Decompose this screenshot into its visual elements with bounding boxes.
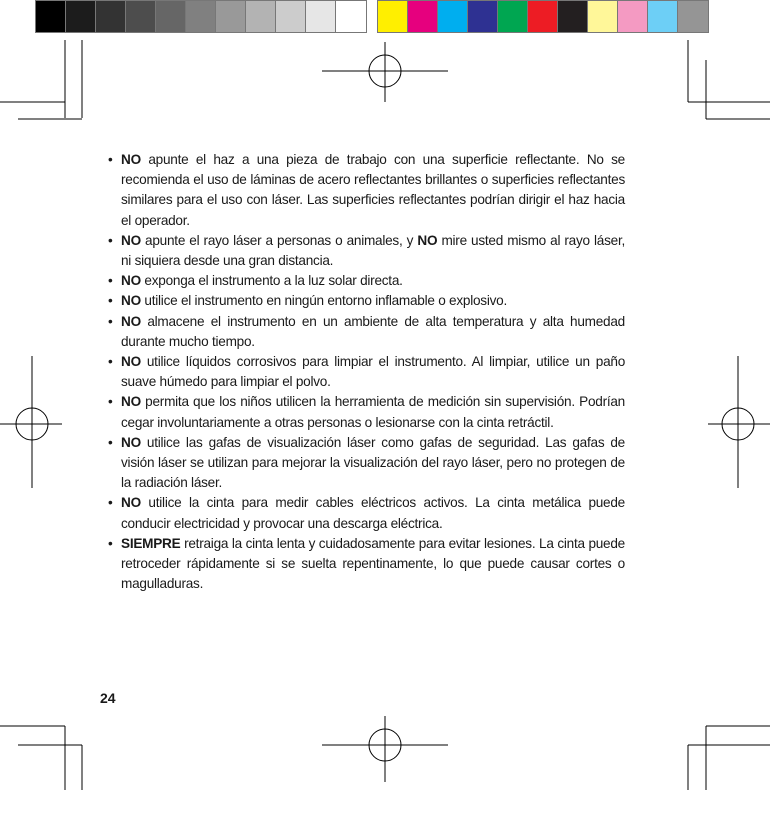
warning-keyword: NO — [417, 232, 438, 248]
warning-text: mire usted mismo al rayo láser, ni siquiera desde una gran distancia. — [121, 232, 625, 269]
warning-keyword: NO — [121, 152, 141, 167]
warnings-list — [108, 150, 625, 594]
warning-item — [108, 291, 625, 311]
registration-mark-left — [0, 356, 62, 488]
warning-item — [108, 534, 625, 595]
warning-text: utilice la cinta para medir cables eléctricos activos. La cinta metálica puede conducir electricidad y provocar una descarga eléctrica. — [121, 495, 625, 531]
warning-keyword: NO — [121, 293, 141, 309]
warning-keyword: NO — [121, 273, 141, 289]
warning-text: almacene el instrumento en un ambiente de alta temperatura y alta humedad durante mucho tiempo. — [121, 313, 625, 349]
warning-item — [108, 231, 625, 271]
warning-text: utilice el instrumento en ningún entorno inflamable o explosivo. — [140, 293, 508, 309]
warning-item — [108, 352, 625, 392]
registration-mark-right — [708, 356, 770, 488]
page-number: 24 — [100, 690, 116, 706]
warning-item — [108, 392, 625, 432]
warning-text: apunte el haz a una pieza de trabajo con una superficie reflectante. No se recomienda el uso de láminas de acero reflectantes brillantes o superficies reflectantes similares para el uso con láser. Las superficies reflectantes podrían dirigir el haz hacia el operador. — [121, 152, 625, 228]
warning-item — [108, 312, 625, 352]
warning-text: utilice líquidos corrosivos para limpiar el instrumento. Al limpiar, utilice un paño suave húmedo para limpiar el polvo. — [121, 354, 625, 390]
warning-keyword: SIEMPRE — [121, 535, 181, 551]
warning-text: permita que los niños utilicen la herramienta de medición sin supervisión. Podrían cegar involuntariamente a otras personas o lesionarse con la cinta retráctil. — [121, 394, 625, 430]
registration-mark-bottom — [322, 716, 448, 782]
warnings-section — [108, 150, 625, 594]
warning-text: apunte el rayo láser a personas o animales, y — [140, 232, 418, 248]
warning-keyword: NO — [121, 232, 141, 248]
warning-keyword: NO — [121, 313, 141, 329]
warning-text: utilice las gafas de visualización láser como gafas de seguridad. Las gafas de visión láser se utilizan para mejorar la visualización del rayo láser, pero no protegen de la radiación láser. — [121, 434, 625, 491]
warning-item — [108, 271, 625, 291]
warning-item — [108, 433, 625, 494]
warning-keyword: NO — [121, 434, 141, 450]
warning-keyword: NO — [121, 495, 141, 511]
warning-text: retraiga la cinta lenta y cuidadosamente para evitar lesiones. La cinta puede retroceder rápidamente si se suelta repentinamente, lo que puede causar cortes o magulladuras. — [121, 535, 625, 592]
warning-item — [108, 493, 625, 533]
registration-mark-top — [322, 42, 448, 102]
warning-keyword: NO — [121, 354, 141, 370]
warning-item — [108, 150, 625, 231]
warning-text: exponga el instrumento a la luz solar directa. — [140, 273, 403, 289]
warning-keyword: NO — [121, 394, 141, 410]
